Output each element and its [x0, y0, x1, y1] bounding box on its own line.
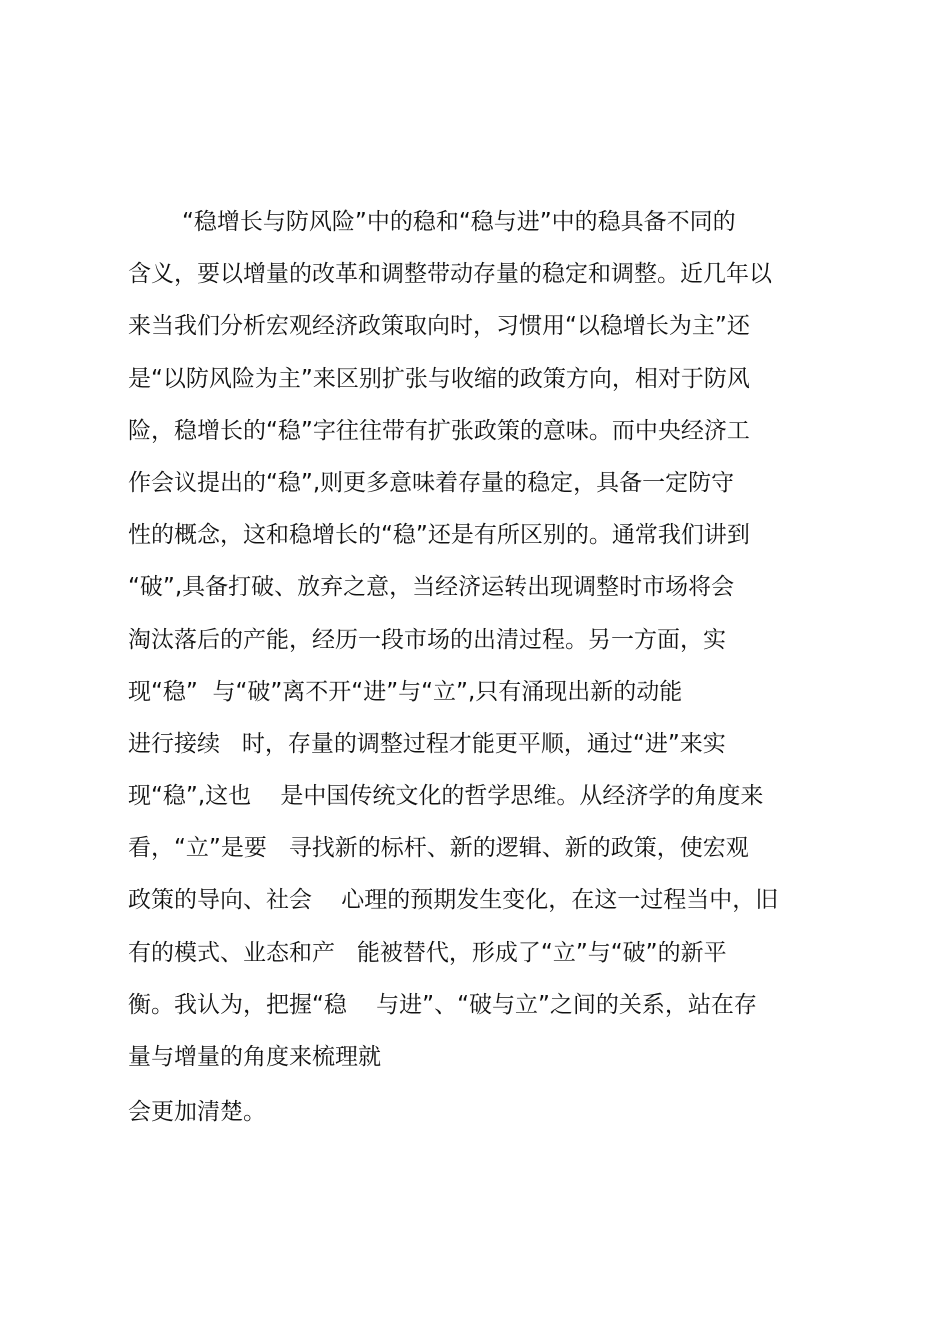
paragraph-line: 量与增量的角度来梳理就 — [128, 1044, 381, 1070]
paragraph-line: 衡。我认为，把握“稳 与进”、“破与立”之间的关系，站在存 — [128, 991, 757, 1018]
paragraph-line: 政策的导向、社会 心理的预期发生变化，在这一过程当中，旧 — [128, 887, 779, 914]
paragraph-line: 有的模式、业态和产 能被替代，形成了“立”与“破”的新平 — [128, 939, 727, 966]
paragraph-line: 现“稳”,这也 是中国传统文化的哲学思维。从经济学的角度来 — [128, 783, 764, 810]
paragraph-line: 是“以防风险为主”来区别扩张与收缩的政策方向，相对于防风 — [128, 365, 750, 392]
paragraph-line: 看，“立”是要 寻找新的标杆、新的逻辑、新的政策，使宏观 — [128, 835, 749, 862]
paragraph-line: “破”,具备打破、放弃之意，当经济运转出现调整时市场将会 — [128, 574, 735, 601]
paragraph-line: 淘汰落后的产能，经历一段市场的出清过程。另一方面，实 — [128, 626, 726, 653]
paragraph-line: 来当我们分析宏观经济政策取向时，习惯用“以稳增长为主”还 — [128, 313, 750, 340]
paragraph-line: 作会议提出的“稳”,则更多意味着存量的稳定，具备一定防守 — [128, 469, 735, 496]
paragraph — [128, 196, 858, 1083]
closing-line: 会更加清楚。 — [128, 1099, 266, 1125]
paragraph-line: 进行接续 时，存量的调整过程才能更平顺，通过“进”来实 — [128, 730, 726, 757]
paragraph-line: “稳增长与防风险”中的稳和“稳与进”中的稳具备不同的 — [182, 209, 736, 235]
paragraph-line: 含义，要以增量的改革和调整带动存量的稳定和调整。近几年以 — [128, 261, 772, 288]
paragraph-line: 性的概念，这和稳增长的“稳”还是有所区别的。通常我们讲到 — [128, 522, 750, 549]
paragraph-line: 现“稳” 与“破”离不开“进”与“立”,只有涌现出新的动能 — [128, 678, 683, 705]
paragraph-line: 险，稳增长的“稳”字往往带有扩张政策的意味。而中央经济工 — [128, 417, 750, 444]
